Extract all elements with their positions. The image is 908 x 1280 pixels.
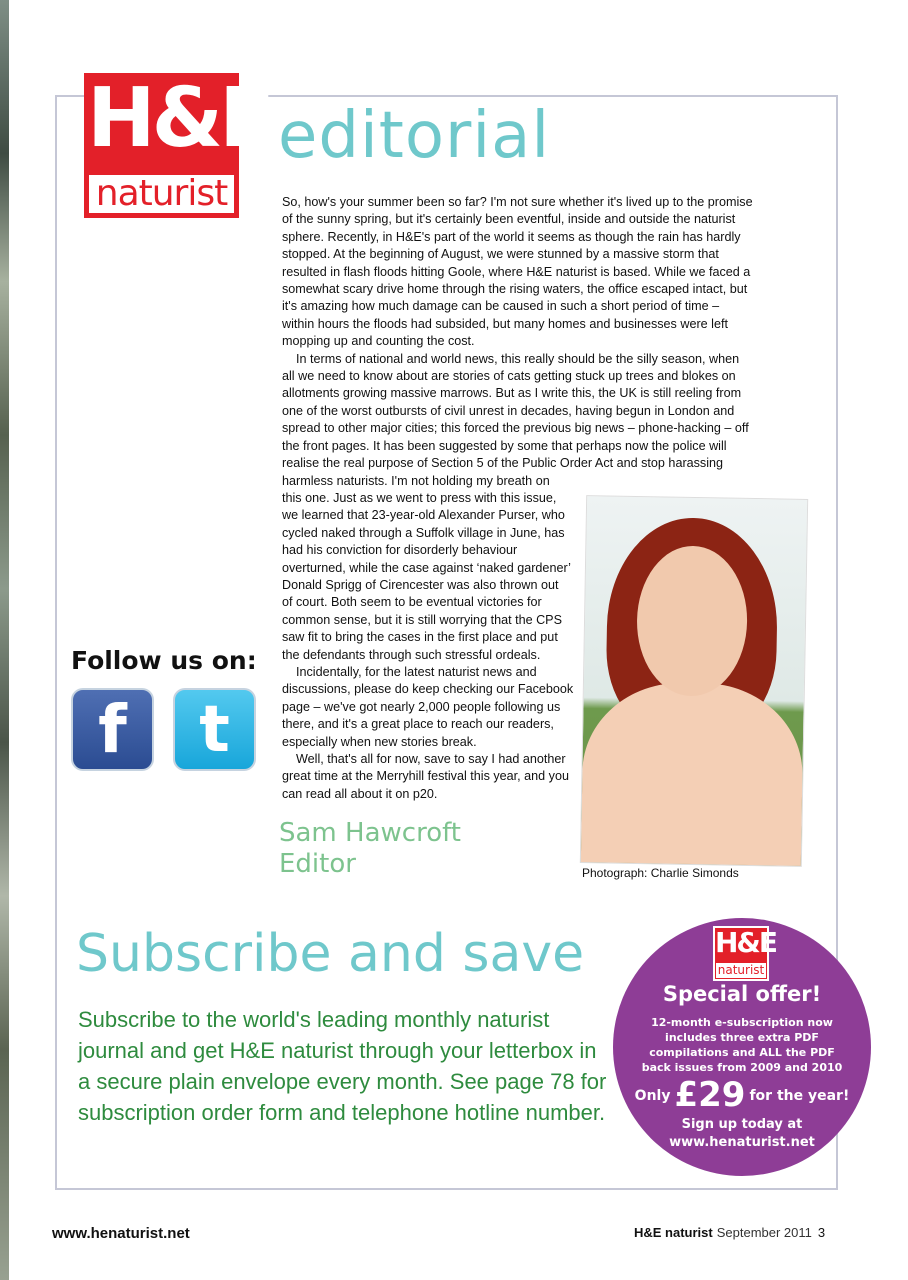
- wrap-line: had his conviction for disorderly behaviour: [282, 543, 518, 558]
- wrap-line: cycled naked through a Suffolk village in June, has: [282, 525, 565, 540]
- subscribe-text: Subscribe to the world's leading monthly naturist journal and get H&E naturist through your letterbox in a secure plain envelope every month. See page 78 for subscription order form and telephone hotline number.: [78, 1007, 607, 1125]
- editor-signature: [279, 818, 461, 880]
- edge-photo-strip: [0, 0, 9, 1280]
- logo-naturist-text: naturist: [89, 175, 234, 213]
- offer-price-row: [613, 1075, 871, 1115]
- facebook-icon[interactable]: [71, 688, 154, 771]
- signature-role: Editor: [279, 849, 356, 879]
- wrap-line: overturned, while the case against ‘naked gardener’: [282, 560, 571, 575]
- special-offer-badge[interactable]: [613, 918, 871, 1176]
- logo-he-text: H&E: [87, 71, 272, 166]
- editorial-paragraph-4: Well, that's all for now, save to say I had another great time at the Merryhill festival this year, and you can read all about it on p20.: [282, 752, 569, 801]
- twitter-icon[interactable]: [173, 688, 256, 771]
- photo-caption: Photograph: Charlie Simonds: [582, 866, 739, 880]
- wrap-line: saw fit to bring the cases in the first place and put: [282, 630, 558, 645]
- editorial-title: editorial: [278, 99, 551, 173]
- price-prefix: Only: [634, 1088, 671, 1104]
- footer-website[interactable]: www.henaturist.net: [52, 1225, 190, 1242]
- wrap-line: this one. Just as we went to press with this issue,: [282, 490, 557, 505]
- he-naturist-logo: [84, 71, 272, 218]
- photo-body-shape: [580, 681, 803, 867]
- facebook-glyph: f: [98, 690, 127, 768]
- editor-photo: [580, 495, 808, 867]
- wrap-line: the defendants through such stressful ordeals.: [282, 647, 541, 662]
- page-number: 3: [817, 1225, 826, 1240]
- follow-us-heading: Follow us on:: [71, 646, 257, 675]
- signature-name: Sam Hawcroft: [279, 818, 461, 848]
- offer-signup-link[interactable]: Sign up today at www.henaturist.net: [669, 1117, 815, 1150]
- offer-price: £29: [674, 1075, 746, 1115]
- offer-description: 12-month e-subscription now includes three extra PDF compilations and ALL the PDF back issues from 2009 and 2010: [641, 1016, 843, 1074]
- footer-brand: H&E naturist: [634, 1225, 713, 1240]
- footer-folio: [634, 1226, 825, 1239]
- wrap-line: of court. Both seem to be eventual victories for: [282, 595, 542, 610]
- offer-heading: Special offer!: [662, 982, 822, 1006]
- editorial-paragraph-3: Incidentally, for the latest naturist news and discussions, please do keep checking our Facebook page – we've got nearly 2,000 people following us there, and it's a great place to reach our readers, especially when new stories break.: [282, 664, 574, 749]
- subscribe-title: Subscribe and save: [76, 924, 585, 984]
- price-suffix: for the year!: [749, 1088, 850, 1104]
- offer-logo-naturist: naturist: [717, 963, 765, 977]
- offer-logo: [713, 926, 776, 981]
- editorial-wrapped-text: [282, 490, 587, 803]
- footer-date: September 2011: [716, 1225, 812, 1240]
- wrap-line: we learned that 23-year-old Alexander Purser, who: [282, 508, 565, 523]
- offer-logo-he: H&E: [715, 926, 776, 959]
- editorial-paragraph-2: In terms of national and world news, this really should be the silly season, when all we need to know about are stories of cats getting stuck up trees and blokes on allotments growing massive marrows. But as I write this, the UK is still reeling from one of the worst outbursts of civil unrest in decades, having begun in London and spread to other major cities; this forced the previous big news – phone-hacking – off the front pages. It has been suggested by some that perhaps now the police will realise the real purpose of Section 5 of the Public Order Act and stop harassing harmless naturists. I'm not holding my breath on: [282, 351, 749, 488]
- wrap-line: common sense, but it is still worrying that the CPS: [282, 612, 562, 627]
- twitter-glyph: t: [199, 692, 230, 767]
- wrap-line: Donald Sprigg of Cirencester was also thrown out: [282, 577, 559, 592]
- editorial-paragraph-1: So, how's your summer been so far? I'm not sure whether it's lived up to the promise of the sunny spring, but it's certainly been eventful, inside and outside the naturist sphere. Recently, in H&E's part of the world it seems as though the rain has hardly stopped. At the beginning of August, we were stunned by a massive storm that resulted in flash floods hitting Goole, where H&E naturist is based. While we faced a somewhat scary drive home through the rising waters, the office escaped intact, but it's amazing how much damage can be caused in such a short period of time – within hours the floods had subsided, but many homes and businesses were left mopping up and counting the cost.: [282, 195, 753, 349]
